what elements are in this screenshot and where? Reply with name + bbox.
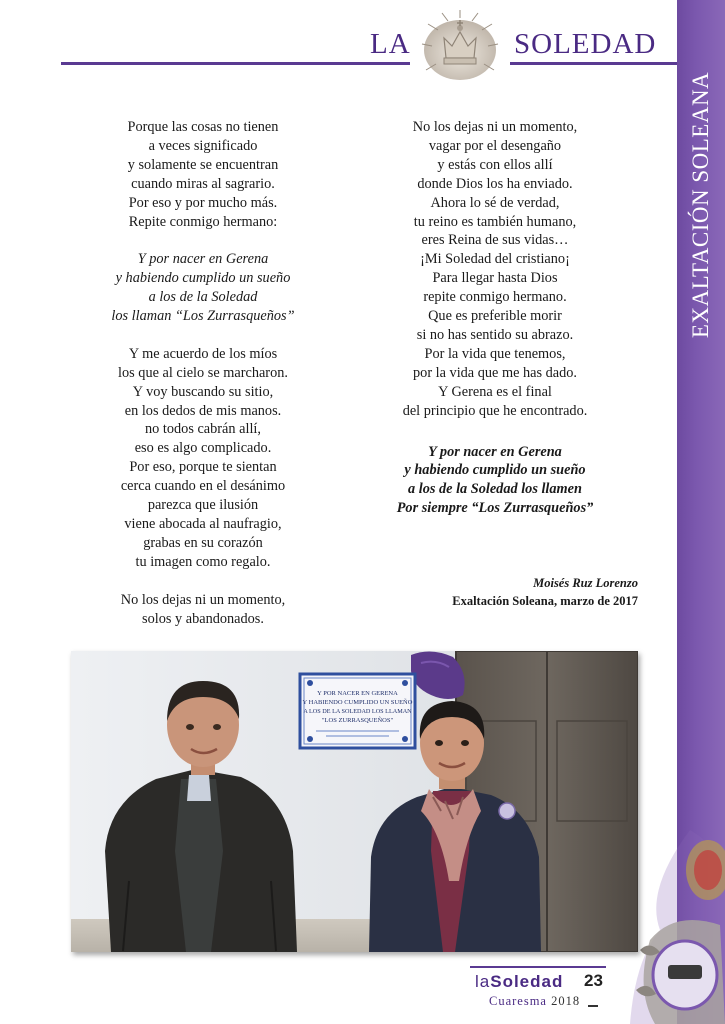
poem-line: y habiendo cumplido un sueño <box>115 270 291 287</box>
crown-emblem-icon <box>418 6 502 82</box>
footer-season: Cuaresma <box>489 994 547 1008</box>
poem-line: Para llegar hasta Dios <box>432 270 558 287</box>
poem-line: vagar por el desengaño <box>428 137 562 154</box>
poem-line: y habiendo cumplido un sueño <box>404 462 586 479</box>
poem-line: ¡Mi Soledad del cristiano¡ <box>420 251 570 268</box>
signature-block <box>452 574 638 610</box>
poem-line: viene abocada al naufragio, <box>124 516 282 532</box>
poem-line: solos y abandonados. <box>142 610 264 627</box>
poem-line: grabas en su corazón <box>143 534 263 551</box>
event-name: Exaltación Soleana, marzo de 2017 <box>452 594 638 608</box>
poem-line: Y por nacer en Gerena <box>137 251 269 268</box>
poem-line: parezca que ilusión <box>147 497 259 514</box>
poem-line: Por la vida que tenemos, <box>424 345 566 362</box>
footer-year: 2018 <box>551 994 581 1008</box>
poem-line: tu imagen como regalo. <box>135 553 271 570</box>
poem-left-column <box>78 118 328 647</box>
poem-line: a los de la Soledad los llamen <box>408 481 582 498</box>
photo-illustration <box>71 651 638 952</box>
header-title-soledad: SOLEDAD <box>514 28 657 60</box>
poem-line: Ahora lo sé de verdad, <box>430 194 560 211</box>
footer-issue <box>489 994 580 1009</box>
poem-line: Por eso y por mucho más. <box>128 194 278 211</box>
poem-line: eres Reina de sus vidas… <box>421 232 569 249</box>
footer-brand-light: la <box>475 972 491 991</box>
header-rule-right <box>510 62 677 65</box>
poem-stanza <box>78 345 328 572</box>
poem-line: y estás con ellos allí <box>437 156 553 173</box>
poem-line: Y Gerena es el final <box>438 383 552 400</box>
poem-line: los que al cielo se marcharon. <box>118 364 288 381</box>
poem-line: Y me acuerdo de los míos <box>128 345 278 362</box>
poem-line: y solamente se encuentran <box>127 156 279 173</box>
poem-line: del principio que he encontrado. <box>402 402 588 419</box>
poem-line: si no has sentido su abrazo. <box>416 326 574 343</box>
poem-line: Que es preferible morir <box>428 308 562 325</box>
poem-line: Y por nacer en Gerena <box>428 443 562 460</box>
page-number: 23 <box>584 971 603 990</box>
brotherhood-crest-icon <box>630 830 725 1024</box>
poem-line: a los de la Soledad <box>148 289 258 306</box>
poem-line: repite conmigo hermano. <box>423 289 567 306</box>
poem-stanza <box>370 118 620 421</box>
author-name: Moisés Ruz Lorenzo <box>533 576 638 590</box>
plaque-line: A LOS DE LA SOLEDAD LOS LLAMAN <box>303 708 412 715</box>
header-rule-left <box>61 62 410 65</box>
poem-refrain-stanza <box>78 250 328 326</box>
poem-line: los llaman “Los Zurrasqueños” <box>111 308 295 325</box>
poem-line: Repite conmigo hermano: <box>128 213 278 230</box>
poem-line: no todos cabrán allí, <box>145 421 261 438</box>
poem-line: Porque las cosas no tienen <box>127 119 279 135</box>
poem-line: Por eso, porque te sientan <box>129 459 277 476</box>
poem-line: por la vida que me has dado. <box>413 364 577 381</box>
footer-rule <box>470 966 606 968</box>
footer-brand <box>475 972 563 992</box>
poem-line: Y voy buscando su sitio, <box>132 383 274 400</box>
event-photo <box>71 651 638 952</box>
poem-line: cuando miras al sagrario. <box>131 175 275 192</box>
poem-line: No los dejas ni un momento, <box>412 119 578 135</box>
plaque-line: Y POR NACER EN GERENA <box>317 690 398 697</box>
plaque-line: "LOS ZURRASQUEÑOS" <box>321 717 394 724</box>
section-label-vertical: EXALTACIÓN SOLEANA <box>688 71 713 339</box>
plaque-line: Y HABIENDO CUMPLIDO UN SUEÑO <box>302 699 413 706</box>
poem-right-column <box>370 118 620 537</box>
poem-line: en los dedos de mis manos. <box>124 402 282 419</box>
poem-line: cerca cuando en el desánimo <box>120 478 286 495</box>
poem-line: donde Dios los ha enviado. <box>417 175 573 192</box>
poem-line: tu reino es también humano, <box>413 213 577 230</box>
poem-line: No los dejas ni un momento, <box>120 591 286 608</box>
poem-stanza <box>78 118 328 231</box>
poem-line: a veces significado <box>148 137 258 154</box>
header-title-la: LA <box>370 28 411 60</box>
page-number-underline <box>588 1005 598 1007</box>
poem-refrain-stanza-bold <box>370 443 620 519</box>
poem-line: Por siempre “Los Zurrasqueños” <box>396 500 594 517</box>
footer-brand-bold: Soledad <box>490 972 564 991</box>
poem-line: eso es algo complicado. <box>134 440 272 457</box>
poem-stanza <box>78 591 328 629</box>
